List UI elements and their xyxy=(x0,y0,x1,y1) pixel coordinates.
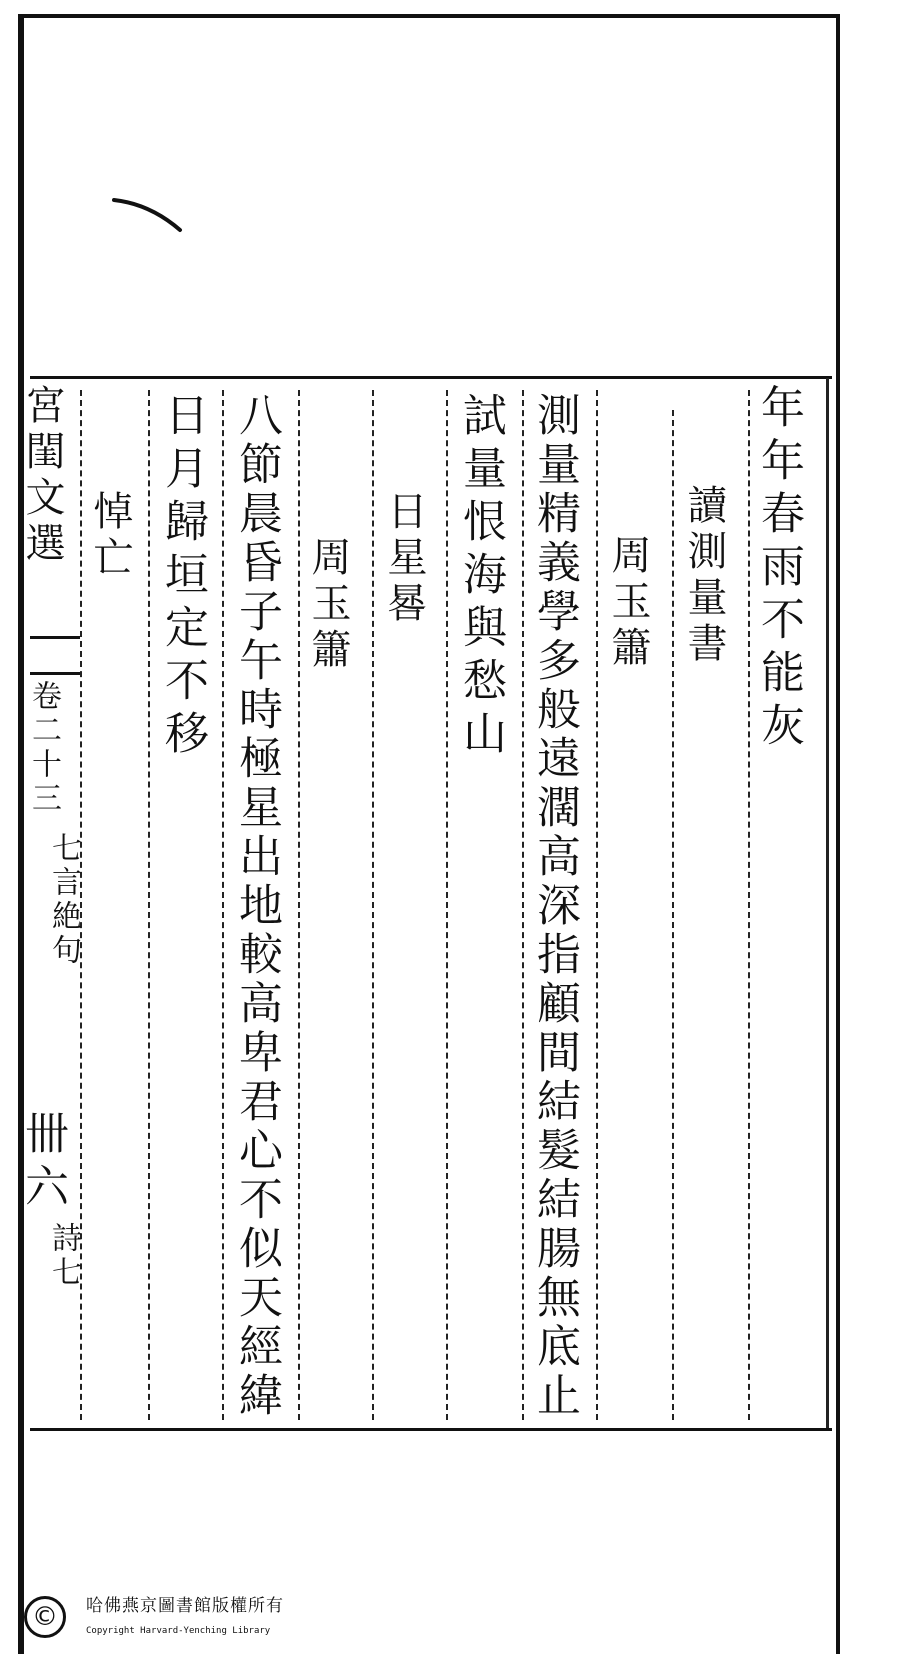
fold-rule xyxy=(30,636,80,639)
column-rule xyxy=(672,410,674,1420)
text-column-7: 周玉簫 xyxy=(305,536,351,674)
column-rule xyxy=(148,390,150,1420)
text-column-1: 年年春雨不能灰 xyxy=(753,384,804,755)
column-rule xyxy=(298,390,300,1420)
copyright-holder-chinese: 哈佛燕京圖書館版權所有 xyxy=(86,1596,284,1616)
column-rule xyxy=(222,390,224,1420)
copyright-holder-english: Copyright Harvard-Yenching Library xyxy=(86,1626,271,1636)
margin-section: 七言絶句 xyxy=(46,832,81,968)
fold-rule xyxy=(30,672,80,675)
margin-volume: 卷二十三 xyxy=(26,680,61,816)
column-rule xyxy=(372,390,374,1420)
text-column-4: 測量精義學多般遠濶高深指顧間結髮結腸無底止 xyxy=(529,392,580,1421)
text-column-9: 日月歸垣定不移 xyxy=(157,392,208,763)
copyright-icon: © xyxy=(24,1596,66,1638)
text-column-6: 日星晷 xyxy=(381,490,427,628)
text-column-3: 周玉簫 xyxy=(605,534,651,672)
frame-bottom-rule xyxy=(30,1428,832,1431)
column-rule xyxy=(446,390,448,1420)
left-page-edge xyxy=(18,14,24,1654)
frame-right-rule xyxy=(826,378,829,1428)
text-column-10: 悼亡 xyxy=(87,490,133,582)
text-column-8: 八節晨昏子午時極星出地較高卑君心不似天經緯 xyxy=(231,392,282,1421)
margin-leaf-number: 卌六 xyxy=(17,1110,68,1216)
column-rule xyxy=(522,390,524,1420)
ink-stroke-mark xyxy=(110,190,190,240)
text-column-5: 試量恨海與愁山 xyxy=(455,392,506,763)
column-rule xyxy=(748,390,750,1420)
frame-top-rule xyxy=(30,376,832,379)
text-column-2: 讀測量書 xyxy=(681,484,727,668)
margin-category: 詩七 xyxy=(46,1222,81,1290)
right-page-edge xyxy=(836,14,840,1654)
margin-book-title: 宮閨文選 xyxy=(19,384,65,568)
top-page-edge xyxy=(18,14,838,18)
column-rule xyxy=(596,390,598,1420)
